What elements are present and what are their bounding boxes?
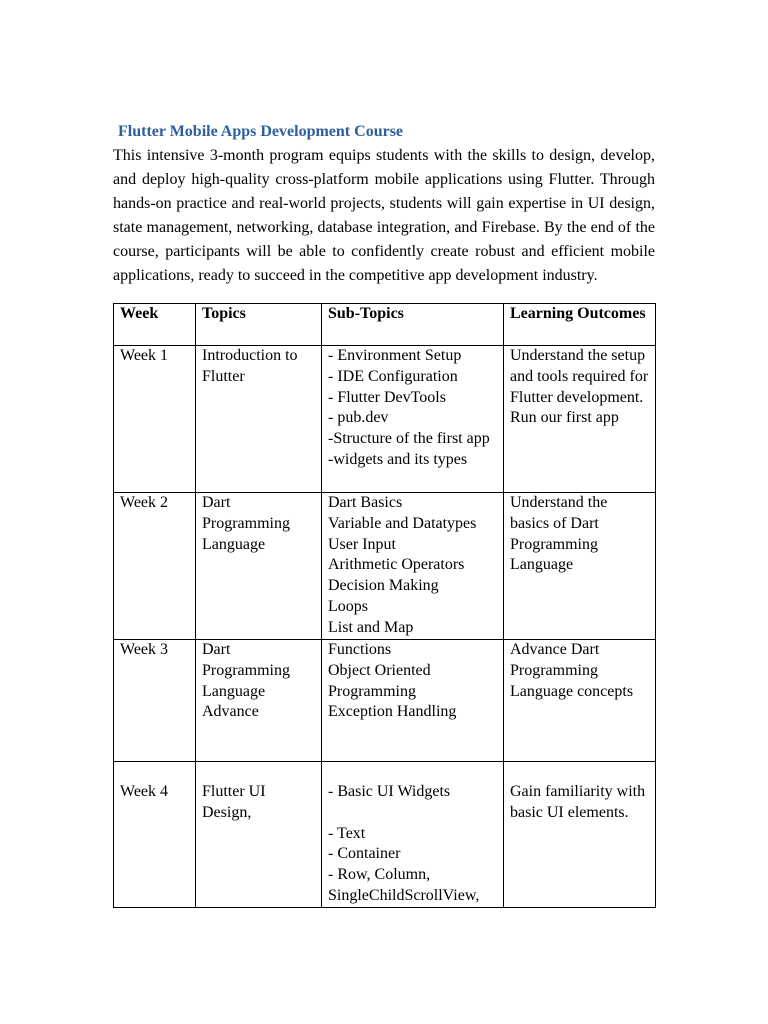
sub-topic-item: Functions (328, 641, 392, 658)
header-learning-outcomes: Learning Outcomes (504, 304, 656, 346)
outcome-item: Advance Dart Programming Language concepts (510, 641, 634, 700)
sub-topic-item: - Basic UI Widgets (328, 783, 451, 800)
sub-topic-item: - Flutter DevTools (328, 388, 446, 406)
outcomes-cell (504, 493, 656, 640)
topic-cell: Flutter UI Design, (196, 762, 322, 908)
outcome-item: Gain familiarity with basic UI elements. (510, 783, 646, 821)
sub-topic-item: List and Map (328, 618, 414, 636)
document-title: Flutter Mobile Apps Development Course (118, 123, 404, 140)
table-row (114, 640, 656, 762)
sub-topics-cell (322, 346, 504, 493)
table-row (114, 762, 656, 908)
sub-topic-item: Decision Making (328, 577, 439, 595)
week-cell: Week 4 (114, 762, 196, 908)
outcome-item: Understand the basics of Dart Programming Language (510, 494, 608, 574)
table-header-row (114, 304, 656, 346)
sub-topic-item: Exception Handling (328, 703, 457, 721)
sub-topic-item: SingleChildScrollView, (328, 886, 480, 904)
topic-cell: Dart Programming Language Advance (196, 640, 322, 762)
sub-topic-item: Arithmetic Operators (328, 556, 465, 574)
header-sub-topics: Sub-Topics (322, 304, 504, 346)
week-cell: Week 1 (114, 346, 196, 493)
outcomes-cell (504, 640, 656, 762)
sub-topics-cell (322, 640, 504, 762)
intro-paragraph: This intensive 3-month program equips students with the skills to design, develop, and deploy high-quality cross-platform mobile applications using Flutter. Through hands-on practice and real-world projects, students will gain expertise in UI design, state management, networking, database integration, and Firebase. By the end of the course, participants will be able to confidently create robust and efficient mobile applications, ready to succeed in the competitive app development industry. (113, 147, 655, 284)
sub-topic-item: - Text (328, 824, 366, 842)
topic-cell: Introduction to Flutter (196, 346, 322, 493)
table-row (114, 493, 656, 640)
sub-topics-cell (322, 762, 504, 908)
sub-topic-item: - Row, Column, (328, 866, 431, 884)
week-cell: Week 3 (114, 640, 196, 762)
sub-topic-item: - pub.dev (328, 409, 389, 427)
sub-topic-item: Loops (328, 597, 368, 615)
sub-topic-item: User Input (328, 535, 396, 553)
course-schedule-table (113, 303, 656, 908)
sub-topic-item: -widgets and its types (328, 450, 468, 468)
sub-topic-item: - IDE Configuration (328, 367, 458, 385)
outcome-item: Run our first app (510, 409, 619, 427)
sub-topic-item: Dart Basics (328, 494, 403, 511)
header-topics: Topics (196, 304, 322, 346)
sub-topic-item: Variable and Datatypes (328, 514, 477, 532)
sub-topics-cell (322, 493, 504, 640)
sub-topic-item: -Structure of the first app (328, 430, 490, 448)
week-cell: Week 2 (114, 493, 196, 640)
sub-topic-item: - Container (328, 845, 401, 863)
document-page (113, 120, 655, 908)
outcome-item: Understand the setup and tools required for Flutter development. (510, 347, 649, 406)
header-week: Week (114, 304, 196, 346)
sub-topic-item: - Environment Setup (328, 347, 462, 364)
outcomes-cell (504, 346, 656, 493)
topic-cell: Dart Programming Language (196, 493, 322, 640)
sub-topic-item: Object Oriented Programming (328, 661, 431, 700)
sub-topic-spacer (328, 803, 497, 824)
outcomes-cell (504, 762, 656, 908)
table-row (114, 346, 656, 493)
